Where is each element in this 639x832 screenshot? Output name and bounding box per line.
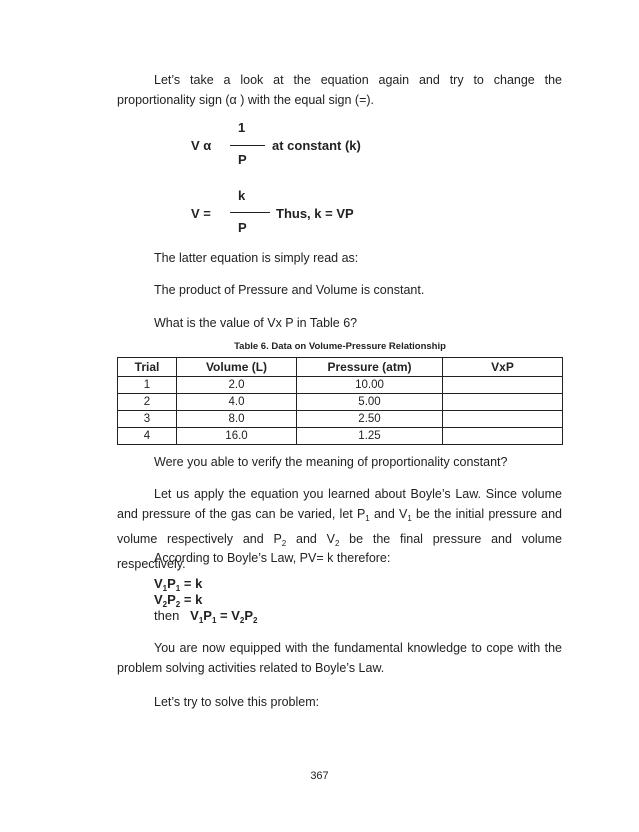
table-caption: Table 6. Data on Volume-Pressure Relationship [234,341,446,352]
header-trial: Trial [118,358,177,377]
cell-vxp [443,394,563,411]
header-vxp: VxP [443,358,563,377]
intro-paragraph: Let’s take a look at the equation again and try to change the proportionality sign (α ) with the equal sign (=). [117,73,562,107]
verify-question-text: Were you able to verify the meaning of proportionality constant? [154,455,508,469]
equation1-numerator: 1 [238,120,246,135]
equation2-right: Thus, k = VP [276,206,354,221]
equation2-numerator: k [238,188,246,203]
equation1-left: V α [191,138,212,153]
cell-volume: 2.0 [177,377,297,394]
cell-volume: 4.0 [177,394,297,411]
equation1-right: at constant (k) [272,138,361,153]
table-row [118,377,563,394]
table-row [118,411,563,428]
cell-vxp [443,428,563,445]
volume-pressure-table [117,357,563,445]
product-constant-text: The product of Pressure and Volume is constant. [154,283,425,297]
cell-trial: 1 [118,377,177,394]
solve-problem-text: Let’s try to solve this problem: [154,695,320,709]
cell-vxp [443,377,563,394]
equation2-denominator: P [238,220,247,235]
cell-pressure: 1.25 [297,428,443,445]
cell-trial: 2 [118,394,177,411]
cell-pressure: 2.50 [297,411,443,428]
law-combined-equation: then $V_1P_1 = V_2P_2$ [154,608,258,625]
equipped-paragraph: You are now equipped with the fundamental knowledge to cope with the problem solving activities related to Boyle’s Law. [117,641,562,675]
cell-trial: 3 [118,411,177,428]
boyles-law-statement: According to Boyle’s Law, PV= k therefore: [154,551,391,565]
boyles-law-paragraph: Let us apply the equation you learned about Boyle’s Law. Since volume and pressure of the gas can be varied, let $P_1$ and $V_1$ be the initial pressure and volume respectively and $P_2$ and $V_2$ be the final pressure and volume respectively. [117,487,563,571]
equation2-fraction-bar [230,212,270,213]
cell-pressure: 10.00 [297,377,443,394]
cell-volume: 8.0 [177,411,297,428]
cell-volume: 16.0 [177,428,297,445]
cell-vxp [443,411,563,428]
header-pressure: Pressure (atm) [297,358,443,377]
equation2-left: V = [191,206,211,221]
equation1-denominator: P [238,152,247,167]
latter-equation-text: The latter equation is simply read as: [154,251,359,265]
cell-trial: 4 [118,428,177,445]
page-number: 367 [310,770,329,782]
header-volume: Volume (L) [177,358,297,377]
law-final-equation: $V_2P_2 = k$ [154,592,203,609]
cell-pressure: 5.00 [297,394,443,411]
equation1-fraction-bar [230,145,265,146]
table-row [118,428,563,445]
table-row [118,394,563,411]
law-initial-equation: $V_1P_1 = k$ [154,576,203,593]
question-vxp-text: What is the value of Vx P in Table 6? [154,316,358,330]
table-header-row [118,358,563,377]
